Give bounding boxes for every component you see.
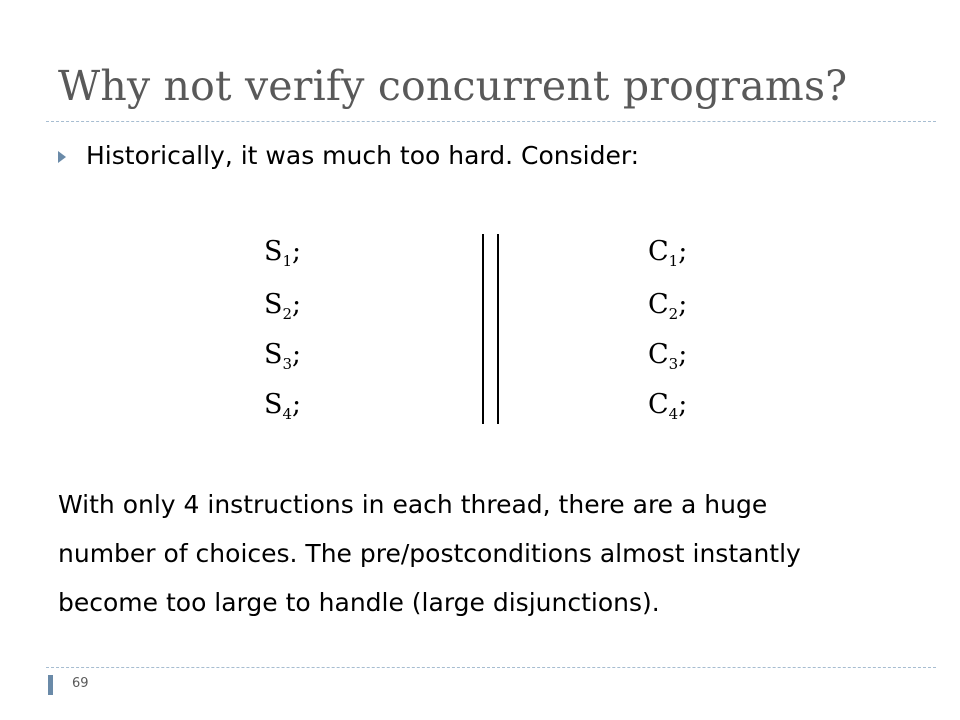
slide-title: Why not verify concurrent programs? xyxy=(58,62,848,110)
right-statement-1: $C_1$; xyxy=(648,236,688,270)
parallel-bar-left xyxy=(482,234,484,424)
right-statement-4: $C_4$; xyxy=(648,389,688,423)
left-statement-4: $S_4$; xyxy=(264,389,302,423)
triangle-bullet-icon xyxy=(58,151,66,163)
left-statement-1: $S_1$; xyxy=(264,236,302,270)
page-number: 69 xyxy=(72,676,89,691)
bullet-text: Historically, it was much too hard. Consider: xyxy=(86,141,640,170)
bullet-item xyxy=(58,141,639,170)
right-statement-2: $C_2$; xyxy=(648,289,688,323)
paragraph-line-1: With only 4 instructions in each thread, there are a huge xyxy=(58,490,768,519)
paragraph-line-3: become too large to handle (large disjunctions). xyxy=(58,588,660,617)
left-statement-2: $S_2$; xyxy=(264,289,302,323)
explanation-paragraph xyxy=(58,480,938,627)
right-statement-3: $C_3$; xyxy=(648,339,688,373)
left-statement-3: $S_3$; xyxy=(264,339,302,373)
footer-divider xyxy=(46,667,936,668)
title-divider xyxy=(46,121,936,122)
parallel-bar-right xyxy=(497,234,499,424)
page-marker xyxy=(48,675,53,695)
paragraph-line-2: number of choices. The pre/postconditions almost instantly xyxy=(58,539,801,568)
